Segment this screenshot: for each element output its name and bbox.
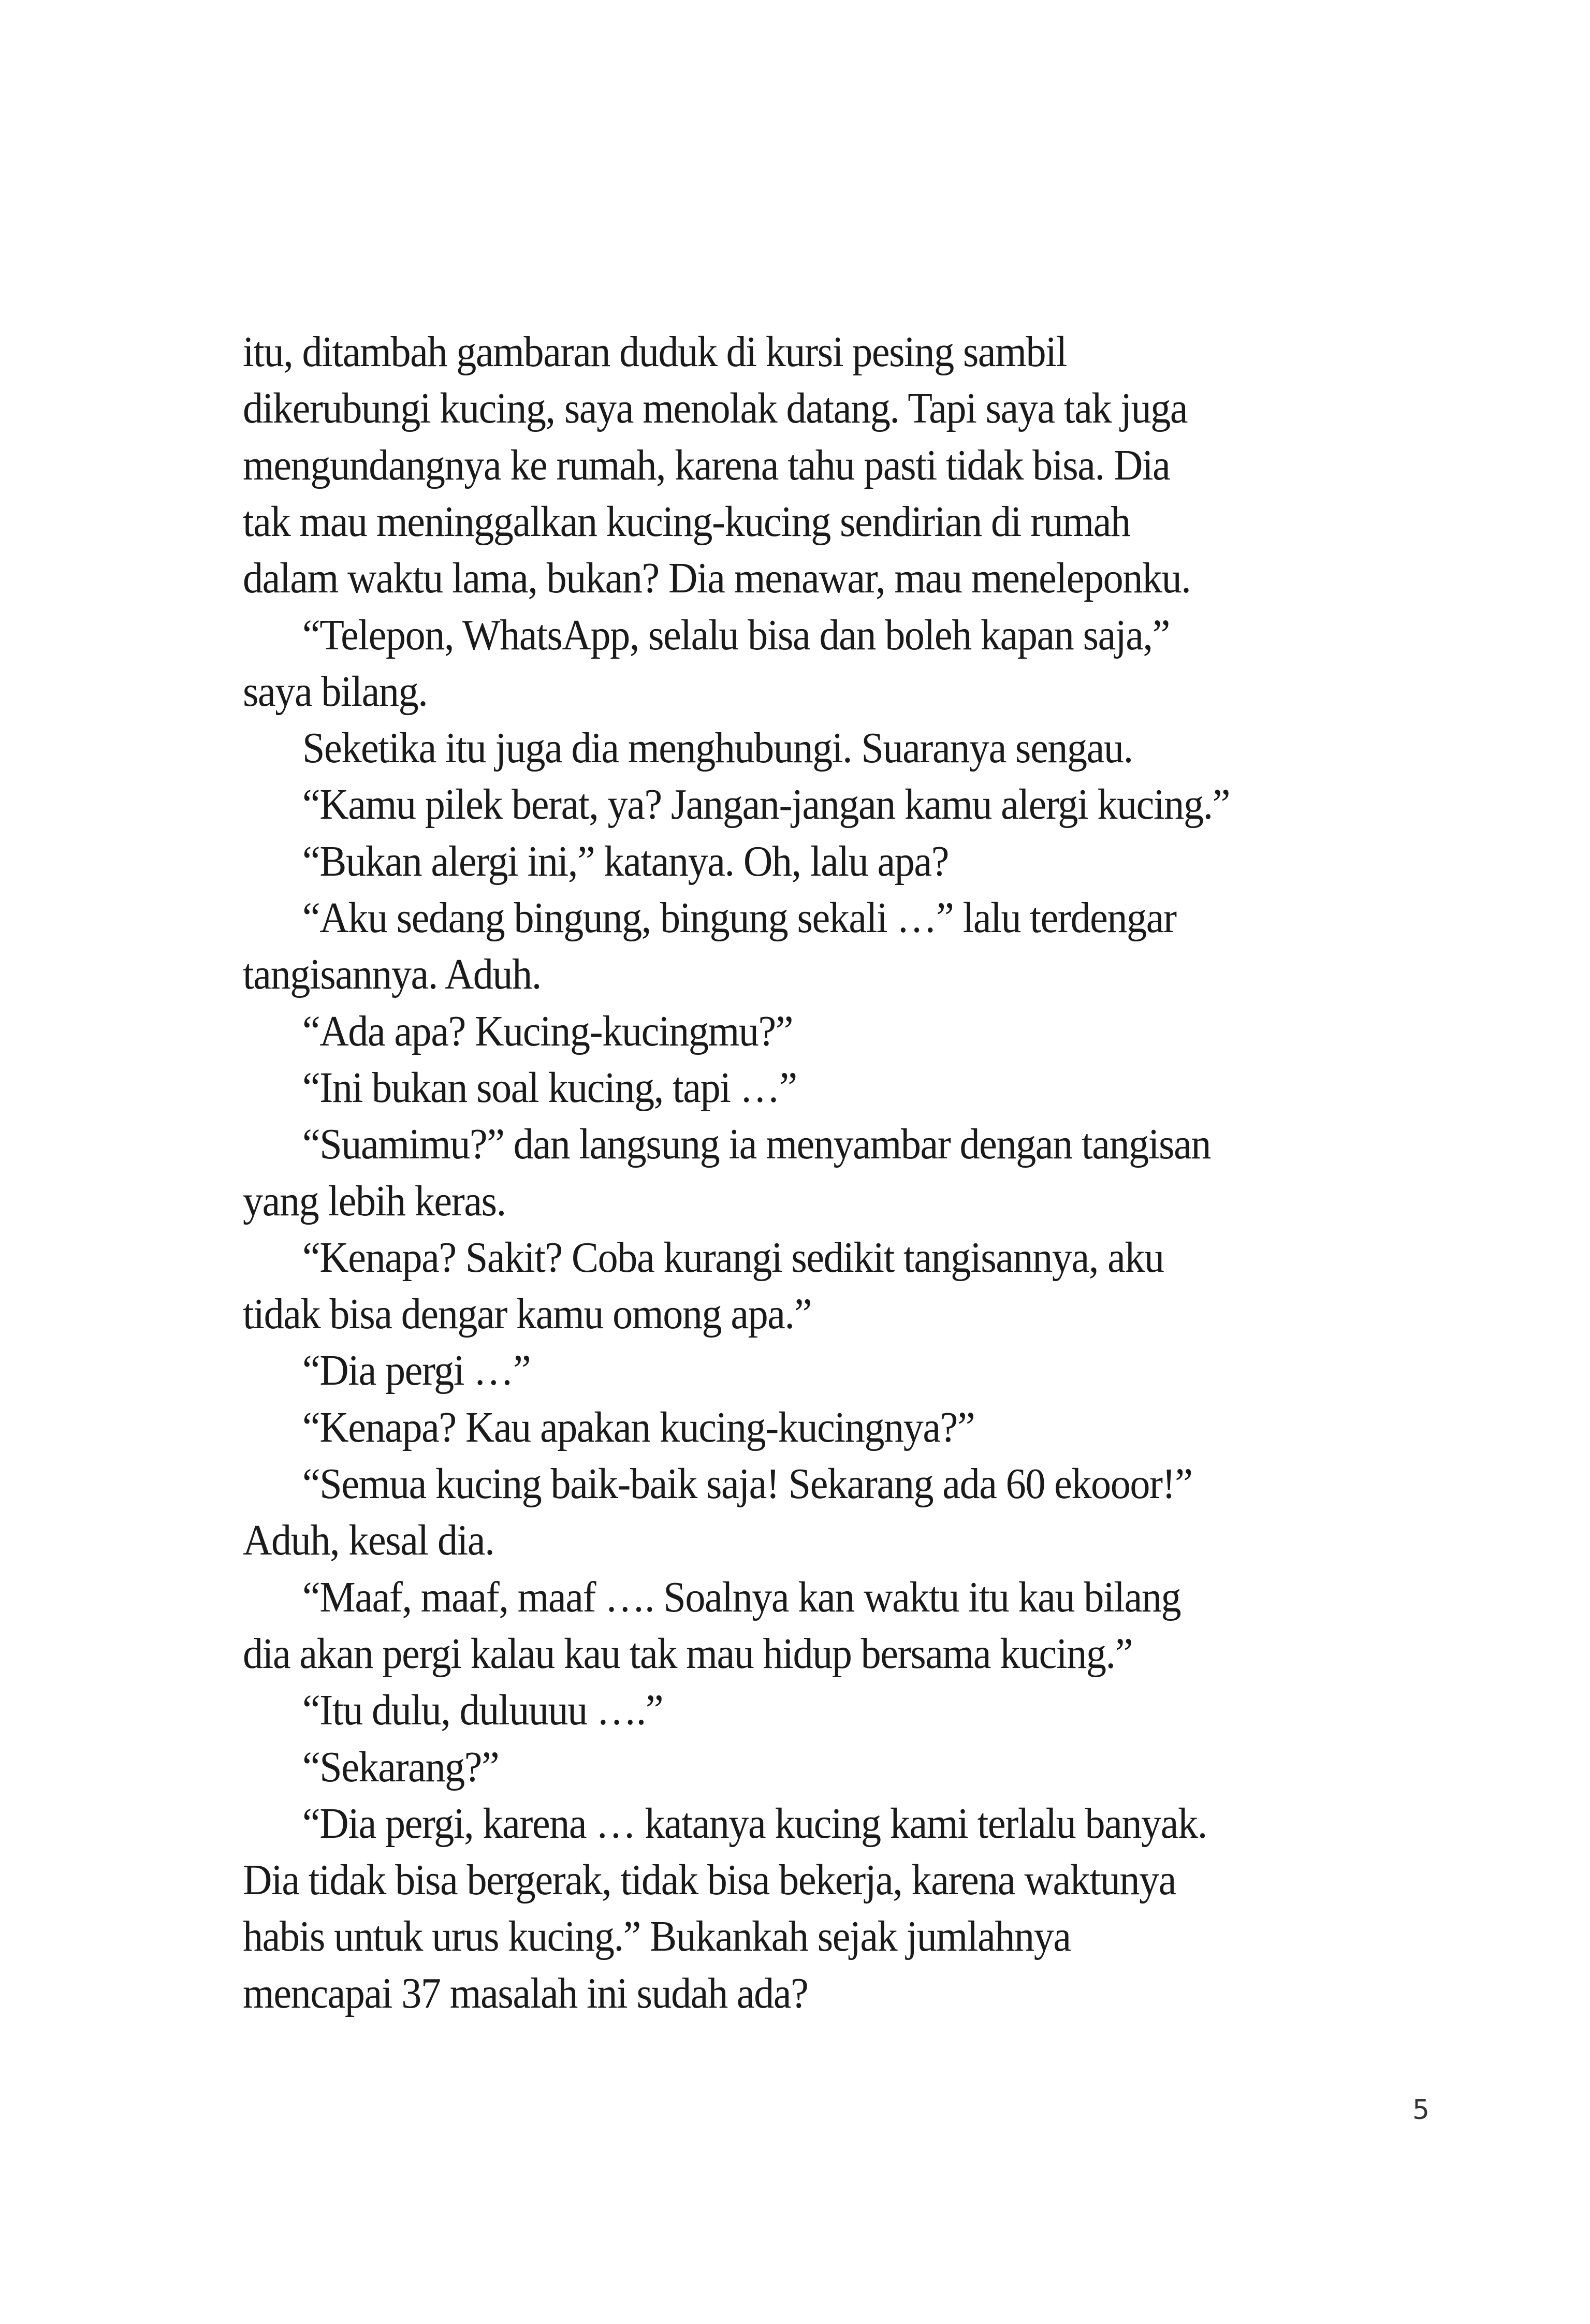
text-line: “Itu dulu, duluuuu ….” (302, 1686, 663, 1735)
text-line: “Suamimu?” dan langsung ia menyambar dengan tangisan (302, 1120, 1211, 1169)
text-line: dikerubungi kucing, saya menolak datang. Tapi saya tak juga (243, 384, 1188, 433)
text-line: mencapai 37 masalah ini sudah ada? (243, 1969, 808, 2017)
text-line: “Bukan alergi ini,” katanya. Oh, lalu apa? (302, 837, 949, 885)
text-line: itu, ditambah gambaran duduk di kursi pesing sambil (243, 328, 1067, 376)
text-line: Dia tidak bisa bergerak, tidak bisa bekerja, karena waktunya (243, 1856, 1176, 1905)
text-line: “Semua kucing baik-baik saja! Sekarang ada 60 ekooor!” (302, 1460, 1192, 1508)
text-line: “Kamu pilek berat, ya? Jangan-jangan kamu alergi kucing.” (302, 780, 1230, 829)
text-line: saya bilang. (243, 667, 428, 716)
text-line: “Dia pergi, karena … katanya kucing kami terlalu banyak. (302, 1799, 1207, 1848)
text-line: “Aku sedang bingung, bingung sekali …” lalu terdengar (302, 894, 1176, 942)
text-line: “Maaf, maaf, maaf …. Soalnya kan waktu itu kau bilang (302, 1573, 1181, 1621)
text-line: tak mau meninggalkan kucing-kucing sendirian di rumah (243, 497, 1130, 546)
page-number: 5 (1412, 2095, 1430, 2126)
text-line: “Sekarang?” (302, 1742, 499, 1791)
text-line: yang lebih keras. (243, 1176, 506, 1225)
text-line: habis untuk urus kucing.” Bukankah sejak jumlahnya (243, 1912, 1071, 1961)
text-line: “Kenapa? Sakit? Coba kurangi sedikit tangisannya, aku (302, 1233, 1164, 1282)
text-line: dalam waktu lama, bukan? Dia menawar, mau meneleponku. (243, 554, 1191, 603)
text-line: “Ada apa? Kucing-kucingmu?” (302, 1007, 793, 1055)
text-line: Seketika itu juga dia menghubungi. Suaranya sengau. (302, 724, 1133, 773)
text-line: “Kenapa? Kau apakan kucing-kucingnya?” (302, 1403, 975, 1451)
text-line: dia akan pergi kalau kau tak mau hidup bersama kucing.” (243, 1629, 1132, 1678)
text-line: tangisannya. Aduh. (243, 950, 541, 999)
text-line: “Dia pergi …” (302, 1346, 531, 1395)
text-line: Aduh, kesal dia. (243, 1516, 494, 1565)
text-line: “Telepon, WhatsApp, selalu bisa dan boleh kapan saja,” (302, 611, 1170, 659)
text-line: “Ini bukan soal kucing, tapi …” (302, 1063, 797, 1112)
text-line: mengundangnya ke rumah, karena tahu pasti tidak bisa. Dia (243, 441, 1170, 489)
text-line: tidak bisa dengar kamu omong apa.” (243, 1290, 811, 1339)
